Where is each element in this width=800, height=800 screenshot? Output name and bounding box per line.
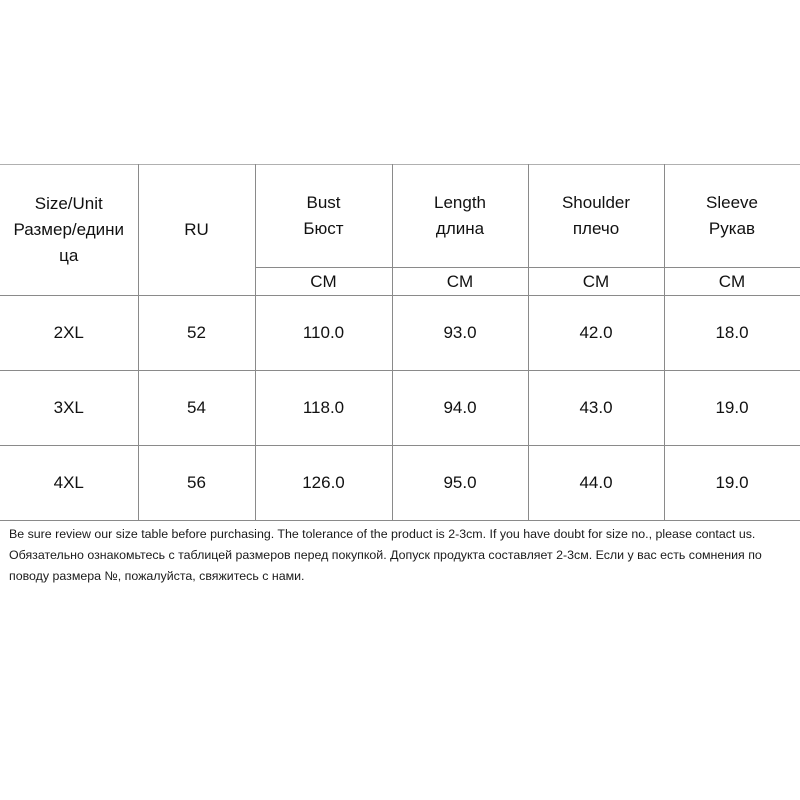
header-bust-en: Bust [306, 193, 341, 212]
cell-ru: 56 [138, 446, 255, 521]
cell-sleeve: 19.0 [664, 446, 800, 521]
cell-sleeve: 18.0 [664, 296, 800, 371]
header-size-unit-ru-1: Размер/едини [13, 220, 125, 239]
cell-bust: 110.0 [255, 296, 392, 371]
unit-shoulder: CM [528, 268, 664, 296]
header-sleeve [664, 165, 800, 268]
header-ru: RU [138, 165, 255, 296]
header-bust [255, 165, 392, 268]
unit-length: CM [392, 268, 528, 296]
header-shoulder-en: Shoulder [561, 193, 631, 212]
cell-ru: 54 [138, 371, 255, 446]
header-size-unit-en: Size/Unit [34, 194, 103, 213]
cell-bust: 118.0 [255, 371, 392, 446]
cell-size: 3XL [0, 371, 138, 446]
cell-length: 95.0 [392, 446, 528, 521]
table-row [0, 446, 800, 521]
size-note-russian: Обязательно ознакомьтесь с таблицей размеров перед покупкой. Допуск продукта составляет 2-3см. Если у вас есть сомнения по поводу размера №, пожалуйста, свяжитесь с нами. [9, 548, 762, 583]
header-size-unit-ru-2: ца [59, 246, 79, 265]
header-length-ru: длина [435, 219, 485, 238]
unit-sleeve: CM [664, 268, 800, 296]
header-row [0, 165, 800, 268]
cell-size: 4XL [0, 446, 138, 521]
cell-size: 2XL [0, 296, 138, 371]
unit-bust: CM [255, 268, 392, 296]
cell-shoulder: 42.0 [528, 296, 664, 371]
table-row [0, 296, 800, 371]
header-length-en: Length [434, 193, 486, 212]
cell-bust: 126.0 [255, 446, 392, 521]
cell-length: 94.0 [392, 371, 528, 446]
size-note [9, 524, 794, 587]
header-bust-ru: Бюст [303, 219, 344, 238]
header-sleeve-en: Sleeve [706, 193, 758, 212]
header-sleeve-ru: Рукав [708, 219, 756, 238]
header-shoulder [528, 165, 664, 268]
cell-length: 93.0 [392, 296, 528, 371]
header-length [392, 165, 528, 268]
table-row [0, 371, 800, 446]
header-shoulder-ru: плечо [572, 219, 620, 238]
cell-shoulder: 43.0 [528, 371, 664, 446]
cell-sleeve: 19.0 [664, 371, 800, 446]
size-chart-table [0, 164, 800, 521]
cell-ru: 52 [138, 296, 255, 371]
cell-shoulder: 44.0 [528, 446, 664, 521]
size-note-english: Be sure review our size table before purchasing. The tolerance of the product is 2-3cm. If you have doubt for size no., please contact us. [9, 527, 756, 541]
header-size-unit [0, 165, 138, 296]
